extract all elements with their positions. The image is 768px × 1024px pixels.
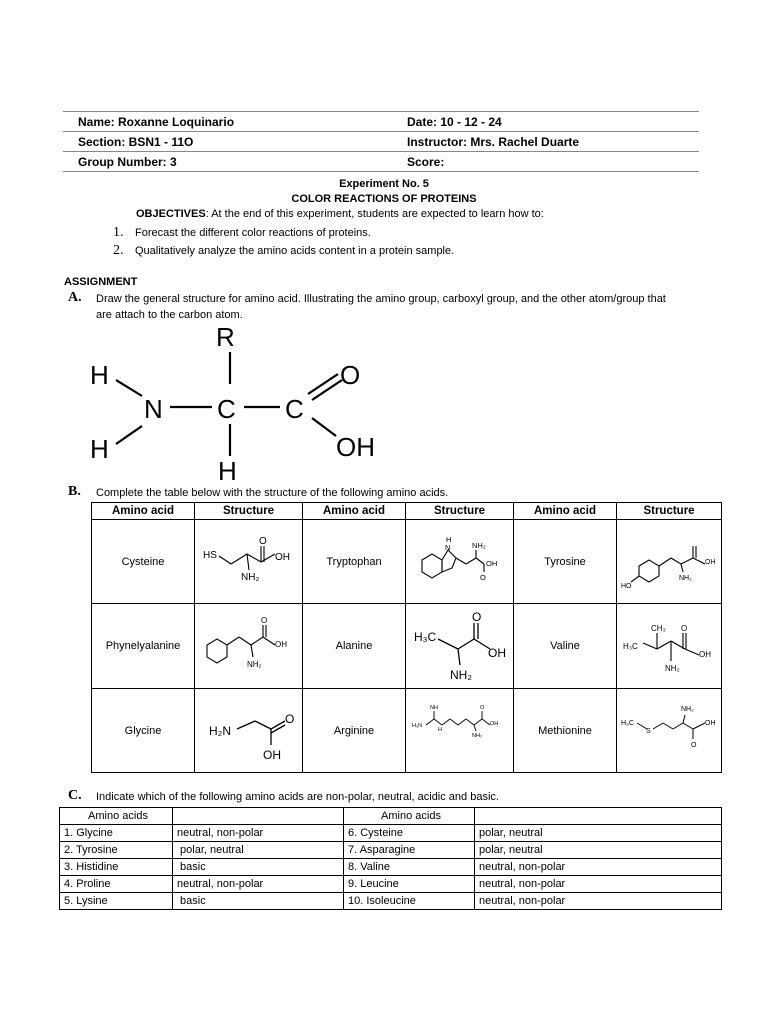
cls-class: basic (173, 859, 344, 876)
amino-acid-name: Arginine (303, 689, 406, 773)
cls-header-empty-2 (475, 808, 722, 825)
objective-1-number: 1. (113, 225, 124, 240)
trp-n: N (444, 543, 450, 552)
section-a-letter: A. (68, 290, 82, 305)
val-h3c: H₃C (623, 641, 638, 651)
cys-hs: HS (202, 550, 217, 561)
amino-acid-name: Valine (514, 604, 617, 689)
gly-o: O (284, 712, 294, 726)
val-nh2: NH₂ (665, 663, 680, 673)
objectives-line (136, 208, 544, 220)
assignment-heading: ASSIGNMENT (64, 276, 138, 288)
amino-acid-name: Methionine (514, 689, 617, 773)
structure-arginine (406, 689, 514, 773)
section-c-letter: C. (68, 788, 82, 803)
val-ch3: CH₃ (651, 623, 666, 633)
cls-class: basic (173, 893, 344, 910)
col-header-amino-acid-2: Amino acid (303, 503, 406, 520)
cls-amino-acid: 1. Glycine (60, 825, 173, 842)
glycine-structure-image (199, 689, 299, 769)
cls-amino-acid: 8. Valine (344, 859, 475, 876)
col-header-amino-acid-1: Amino acid (92, 503, 195, 520)
tryptophan-structure-image (410, 520, 510, 600)
gs-n: N (144, 394, 163, 424)
amino-acid-name: Tryptophan (303, 520, 406, 604)
trp-o: O (479, 573, 486, 582)
tyr-ho: HO (621, 583, 632, 590)
experiment-title: COLOR REACTIONS OF PROTEINS (291, 193, 477, 205)
trp-h: H (445, 535, 451, 544)
arg-oh: OH (489, 721, 498, 727)
met-h3c: H₃C (621, 720, 634, 727)
structure-glycine (195, 689, 303, 773)
amino-acid-name: Tyrosine (514, 520, 617, 604)
gs-c-alpha: C (217, 394, 236, 424)
amino-acid-classification-table (59, 807, 722, 910)
arg-h2n: H₂N (411, 723, 422, 729)
section: Section: BSN1 - 11O (63, 132, 392, 152)
cys-o: O (258, 536, 267, 547)
cls-class: neutral, non-polar (173, 876, 344, 893)
instructor: Instructor: Mrs. Rachel Duarte (392, 132, 699, 152)
student-name: Name: Roxanne Loquinario (63, 112, 392, 132)
structure-methionine (617, 689, 722, 773)
section-b-text: Complete the table below with the structure of the following amino acids. (96, 487, 449, 499)
arg-h: H (437, 727, 442, 733)
cls-class: polar, neutral (173, 842, 344, 859)
structure-tyrosine (617, 520, 722, 604)
ala-nh2: NH₂ (449, 667, 472, 682)
experiment-number: Experiment No. 5 (339, 178, 429, 190)
phenylalanine-structure-image (199, 605, 299, 685)
cls-amino-acid: 10. Isoleucine (344, 893, 475, 910)
gs-h-bottom: H (90, 434, 109, 464)
gs-oh: OH (336, 432, 375, 462)
cls-amino-acid: 2. Tyrosine (60, 842, 173, 859)
gs-c-carboxyl: C (285, 394, 304, 424)
cls-class: polar, neutral (475, 825, 722, 842)
gs-o: O (340, 360, 361, 390)
methionine-structure-image (619, 689, 719, 769)
student-info-table (63, 111, 699, 172)
structure-cysteine (195, 520, 303, 604)
section-c-text: Indicate which of the following amino acids are non-polar, neutral, acidic and basic. (96, 791, 499, 803)
col-header-structure-3: Structure (617, 503, 722, 520)
section-a-text-2: are attach to the carbon atom. (96, 309, 243, 321)
met-o: O (691, 742, 697, 749)
cls-amino-acid: 9. Leucine (344, 876, 475, 893)
amino-acid-name: Alanine (303, 604, 406, 689)
group-number: Group Number: 3 (63, 152, 392, 172)
gly-oh: OH (262, 748, 281, 762)
phe-o: O (260, 615, 267, 625)
col-header-structure-1: Structure (195, 503, 303, 520)
tyrosine-structure-image (619, 520, 719, 600)
col-header-structure-2: Structure (406, 503, 514, 520)
arginine-structure-image (410, 689, 510, 769)
objective-1-text: Forecast the different color reactions of proteins. (135, 227, 371, 239)
gly-h2n: H₂N (208, 724, 231, 738)
met-s: S (646, 728, 651, 735)
cys-nh2: NH₂ (240, 572, 259, 583)
met-oh: OH (705, 720, 716, 727)
amino-acid-name: Glycine (92, 689, 195, 773)
cls-amino-acid: 4. Proline (60, 876, 173, 893)
ala-oh: OH (487, 645, 506, 660)
amino-acid-name: Phynelyalanine (92, 604, 195, 689)
gs-r: R (216, 322, 235, 352)
val-o: O (681, 623, 688, 633)
amino-acid-structure-table (91, 502, 722, 773)
cls-amino-acid: 7. Asparagine (344, 842, 475, 859)
structure-phenylalanine (195, 604, 303, 689)
cls-header-empty-1 (173, 808, 344, 825)
score: Score: (392, 152, 699, 172)
section-b-letter: B. (68, 484, 81, 499)
val-oh: OH (699, 649, 711, 659)
general-amino-acid-structure (80, 318, 380, 488)
cls-class: neutral, non-polar (475, 859, 722, 876)
tyr-nh2: NH₂ (679, 575, 692, 582)
trp-oh: OH (485, 559, 497, 568)
amino-acid-name: Cysteine (92, 520, 195, 604)
cls-class: polar, neutral (475, 842, 722, 859)
trp-nh2: NH₂ (471, 541, 486, 550)
objectives-text: : At the end of this experiment, students are expected to learn how to: (205, 208, 544, 220)
phe-nh2: NH₂ (246, 659, 262, 669)
arg-nh2: NH₂ (471, 733, 482, 739)
cls-header-right: Amino acids (344, 808, 475, 825)
objective-2 (113, 243, 454, 259)
objective-2-text: Qualitatively analyze the amino acids content in a protein sample. (135, 245, 455, 257)
valine-structure-image (619, 605, 719, 685)
cys-oh: OH (274, 552, 290, 563)
cls-amino-acid: 5. Lysine (60, 893, 173, 910)
structure-alanine (406, 604, 514, 689)
gs-h-top: H (90, 360, 109, 390)
gs-h-alpha: H (218, 456, 237, 486)
cls-header-left: Amino acids (60, 808, 173, 825)
cls-amino-acid: 6. Cysteine (344, 825, 475, 842)
phe-oh: OH (274, 639, 287, 649)
structure-valine (617, 604, 722, 689)
objective-2-number: 2. (113, 243, 124, 258)
arg-o: O (479, 705, 484, 711)
structure-tryptophan (406, 520, 514, 604)
alanine-structure-image (410, 605, 510, 685)
ala-o: O (471, 609, 481, 624)
section-a-text-1: Draw the general structure for amino acid. Illustrating the amino group, carboxyl group, and the other atom/group that (96, 293, 666, 305)
cls-class: neutral, non-polar (475, 893, 722, 910)
tyr-oh: OH (705, 559, 716, 566)
objectives-label: OBJECTIVES (136, 208, 206, 220)
arg-nh: NH (429, 705, 438, 711)
cls-class: neutral, non-polar (173, 825, 344, 842)
cls-amino-acid: 3. Histidine (60, 859, 173, 876)
met-nh2: NH₂ (681, 706, 694, 713)
cls-class: neutral, non-polar (475, 876, 722, 893)
date: Date: 10 - 12 - 24 (392, 112, 699, 132)
col-header-amino-acid-3: Amino acid (514, 503, 617, 520)
cysteine-structure-image (199, 520, 299, 600)
ala-h3c: H₃C (413, 629, 436, 644)
objective-1 (113, 225, 371, 241)
